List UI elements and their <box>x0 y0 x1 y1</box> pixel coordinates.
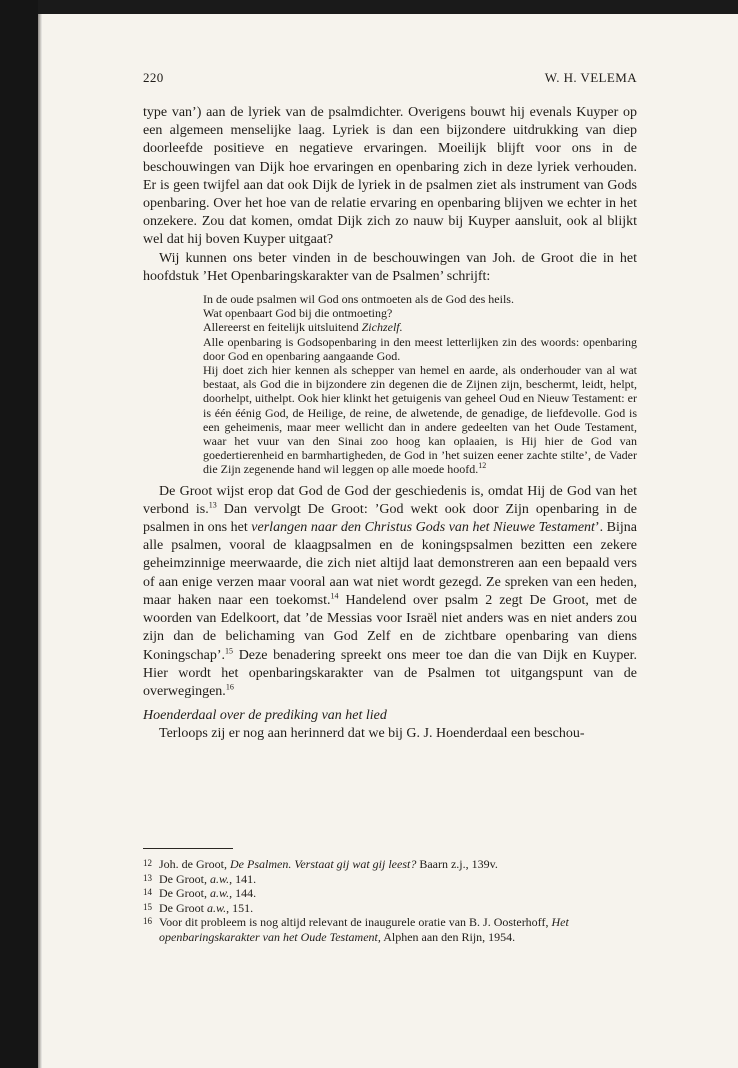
quote-text: Hij doet zich hier kennen als schepper van hemel en aarde, als onderhouder van al wat bestaat, als God die in bijzondere zin degenen die de Zijnen zijn, beschermt, leidt, helpt, doorhelpt, uithelpt. Ook hier klinkt het getuigenis van geheel Oud en Nieuw Testament: er is één éénig God, de Heilige, de reine, de alwetende, de genadige, de liefdevolle. God is een geheimenis, maar meer wellicht dan in andere gedeelten van het Oude Testament, waar het vuur van den Sinai zoo hoog kan oplaaien, is Hij hier de God van goedertierenheid en barmhartigheden, de God in ’het suizen eener zachte stilte’, de Vader die Zijn zegenende hand wil leggen op alle moede hoofd. <box>203 363 637 477</box>
footnote-rule <box>143 848 233 849</box>
text: Voor dit probleem is nog altijd relevant de inaugurele oratie van B. J. Oosterhoff, <box>159 915 552 930</box>
paragraph: Terloops zij er nog aan herinnerd dat we bij G. J. Hoenderdaal een beschou- <box>159 726 585 742</box>
footnote-number: 14 <box>143 887 152 898</box>
italic-text: Het openbaringskarakter van het Oude Testament, <box>159 915 569 944</box>
paragraph: type van’) aan de lyriek van de psalmdichter. Overigens bouwt hij evenals Kuyper op een algemeen menselijke laag. Lyriek is dan een bijzondere uitdrukking van diep doorleefde positieve en negatieve ervaringen. Moeilijk blijft voor ons in de beschouwingen van Dijk hoe ervaringen en openbaring zich in deze lyriek verhouden. Er is geen twijfel aan dat ook Dijk de lyriek in de psalmen ziet als instrument van Gods openbaring. Over het hoe van de relatie ervaring en openbaring blijven we echter in het onzekere. Zou dat komen, omdat Dijk zich zo nauw bij Kuyper aansluit, ook al blijkt wel dat hij boven Kuyper uitgaat? <box>143 105 637 248</box>
text: , 141. <box>229 871 257 886</box>
text: Handelend over psalm 2 zegt De Groot, met de woorden van Edelkoort, dat ’de Messias voor Israël niet anders was en niet anders zou zijn dan de belichaming van God Zelf en de zichtbare openbaring van diens Koningschap’. <box>143 592 637 663</box>
quote-emphasis: Zichzelf. <box>361 320 403 335</box>
italic-text: a.w. <box>207 900 227 915</box>
footnote-number: 15 <box>143 901 152 912</box>
text: Dan vervolgt De Groot: ’God wekt ook door Zijn openbaring in de psalmen in ons het <box>143 501 637 536</box>
running-header <box>143 70 637 86</box>
footnote <box>143 886 637 901</box>
text: Alphen aan den Rijn, 1954. <box>380 929 516 944</box>
block-quote <box>203 292 637 477</box>
quote-line <box>203 363 637 477</box>
quote-text: Allereerst en feitelijk uitsluitend <box>203 320 362 335</box>
text: , 144. <box>229 886 257 901</box>
text: , 151. <box>226 900 254 915</box>
italic-text: a.w. <box>210 871 230 886</box>
footnote-number: 12 <box>143 858 152 868</box>
italic-text: verlangen naar den Christus Gods van het Nieuwe Testament <box>251 520 595 536</box>
page-number: 220 <box>143 70 164 85</box>
footnote <box>143 901 637 916</box>
text: ’. Bijna alle psalmen, vooral de klaagpsalmen en de koningspsalmen bezitten een zekere geheimzinnige meerwaarde, die zich niet altijd laat demonstreren aan een bepaald vers of aan enige verzen maar vooral aan wat niet wordt gezegd. Ze spreken van een heden, maar haken naar een toekomst. <box>143 520 637 608</box>
quote-line: Wat openbaart God bij die ontmoeting? <box>203 306 393 321</box>
italic-text: De Psalmen. Verstaat gij wat gij leest? <box>230 857 417 871</box>
text: De Groot, <box>159 871 210 886</box>
footnote-ref: 13 <box>208 500 217 510</box>
text: De Groot wijst erop dat God de God der geschiedenis is, omdat Hij de God van het verbond is. <box>143 483 637 517</box>
quote-line: Alle openbaring is Godsopenbaring in den meest letterlijken zin des woords: openbaring door God en openbaring aangaande God. <box>203 334 637 363</box>
paragraph <box>143 483 637 701</box>
footnote-ref: 15 <box>225 645 234 655</box>
text: De Groot <box>159 900 207 915</box>
text: Baarn z.j., 139v. <box>416 857 498 871</box>
scan-border-top <box>0 0 738 14</box>
footnote-number: 16 <box>143 916 152 927</box>
paragraph: Wij kunnen ons beter vinden in de beschouwingen van Joh. de Groot die in het hoofdstuk ’Het Openbaringskarakter van de Psalmen’ schrijft: <box>143 250 637 284</box>
italic-text: a.w. <box>210 886 230 901</box>
footnote <box>143 857 637 872</box>
text: Deze benadering spreekt ons meer toe dan die van Dijk en Kuyper. Hier wordt het openbaringskarakter van de Psalmen tot uitgangspunt van de overwegingen. <box>143 647 637 699</box>
section-heading: Hoenderdaal over de prediking van het lied <box>143 708 387 724</box>
footnote-ref: 16 <box>225 682 234 692</box>
footnotes <box>143 848 637 945</box>
scan-border-left <box>0 0 38 1068</box>
quote-line <box>203 320 637 334</box>
footnote-ref: 12 <box>478 461 487 471</box>
text: Joh. de Groot, <box>159 857 230 871</box>
footnote-ref: 14 <box>330 591 339 601</box>
running-head-author: W. H. VELEMA <box>544 70 637 85</box>
footnote <box>143 872 637 887</box>
footnote-number: 13 <box>143 872 152 883</box>
text: De Groot, <box>159 886 210 901</box>
quote-line: In de oude psalmen wil God ons ontmoeten als de God des heils. <box>203 292 514 307</box>
body-text <box>143 104 637 744</box>
footnote <box>143 915 637 944</box>
